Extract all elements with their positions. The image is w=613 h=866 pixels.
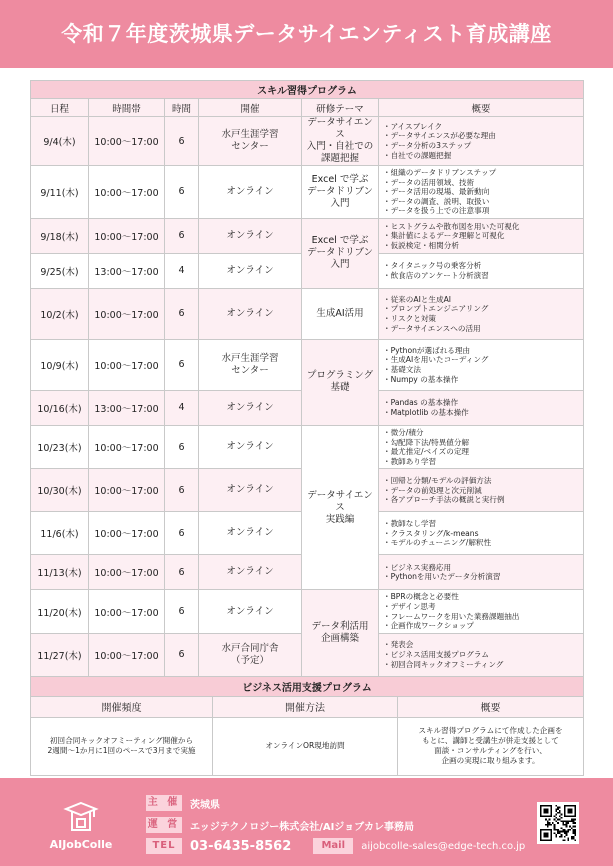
session-time: 10:00～17:00	[89, 339, 165, 390]
session-date: 9/25(木)	[31, 253, 89, 288]
operator-value: エッジテクノロジー株式会社/AIジョブカレ事務局	[190, 821, 415, 833]
session-hours: 6	[165, 633, 199, 676]
session-venue: 水戸生涯学習 センター	[199, 117, 302, 166]
session-date: 9/18(木)	[31, 218, 89, 253]
summary-list	[383, 398, 579, 417]
organizer-label: 主 催	[146, 795, 182, 811]
col-hours: 時間	[165, 99, 199, 117]
session-date: 10/9(木)	[31, 339, 89, 390]
summary-item: ・ ビジネス実務応用	[383, 563, 579, 573]
session-time: 10:00～17:00	[89, 590, 165, 633]
summary-item: ・ モデルのチューニング/解釈性	[383, 538, 579, 548]
summary-item: ・ Matplotlib の基本操作	[383, 408, 579, 418]
session-time: 13:00～17:00	[89, 253, 165, 288]
mail-value[interactable]: aijobcolle-sales@edge-tech.co.jp	[361, 840, 526, 852]
col-venue: 開催	[199, 99, 302, 117]
content	[30, 80, 583, 776]
session-summary	[379, 633, 584, 676]
page-title: 令和７年度茨城県データサイエンティスト育成講座	[61, 22, 552, 46]
session-time: 10:00～17:00	[89, 425, 165, 468]
business-summary: スキル習得プログラムにて作成した企画を もとに、講師と受講生が併走支援として 面談・コンサルティングを行い、 企画の実現に取り組みます。	[398, 717, 584, 775]
table-row	[31, 590, 584, 633]
session-date: 9/4(木)	[31, 117, 89, 166]
summary-item: ・ データサイエンスが必要な理由	[383, 131, 579, 141]
summary-list	[383, 295, 579, 333]
session-time: 10:00～17:00	[89, 555, 165, 590]
session-date: 10/16(木)	[31, 390, 89, 425]
business-section-title: ビジネス活用支援プログラム	[31, 676, 584, 696]
summary-list	[383, 640, 579, 669]
summary-item: ・ 教師なし学習	[383, 519, 579, 529]
summary-item: ・ データの調査、説明、取扱い	[383, 197, 579, 207]
skill-section-header	[31, 81, 584, 99]
summary-item: ・ Numpy の基本操作	[383, 375, 579, 385]
summary-item: ・ ビジネス活用支援プログラム	[383, 650, 579, 660]
session-time: 10:00～17:00	[89, 288, 165, 339]
summary-list	[383, 346, 579, 384]
summary-item: ・ クラスタリング/k-means	[383, 529, 579, 539]
session-venue: オンライン	[199, 512, 302, 555]
session-summary	[379, 253, 584, 288]
organizer-row	[146, 794, 220, 812]
qr-code-icon[interactable]	[537, 802, 579, 844]
session-summary	[379, 590, 584, 633]
session-summary	[379, 166, 584, 219]
session-hours: 6	[165, 512, 199, 555]
session-hours: 4	[165, 253, 199, 288]
summary-item: ・ 回帰と分類/モデルの評価方法	[383, 476, 579, 486]
session-venue: 水戸合同庁舎 （予定）	[199, 633, 302, 676]
col-summary: 概要	[379, 99, 584, 117]
operator-row	[146, 816, 414, 834]
business-col-method: 開催方法	[213, 696, 398, 717]
session-venue: オンライン	[199, 253, 302, 288]
business-body-row	[31, 717, 584, 775]
session-time: 10:00～17:00	[89, 218, 165, 253]
skill-program-table	[30, 80, 584, 677]
summary-item: ・ 微分/積分	[383, 428, 579, 438]
session-hours: 6	[165, 218, 199, 253]
summary-item: ・ データの前処理と次元削減	[383, 486, 579, 496]
session-hours: 6	[165, 339, 199, 390]
summary-item: ・ フレームワークを用いた業務課題抽出	[383, 612, 579, 622]
table-row	[31, 425, 584, 468]
session-venue: オンライン	[199, 555, 302, 590]
summary-item: ・ 集計値によるデータ理解と可視化	[383, 231, 579, 241]
table-row	[31, 288, 584, 339]
mail-label: Mail	[313, 838, 353, 854]
session-theme: Excel で学ぶ データドリブン 入門	[302, 218, 379, 288]
session-venue: オンライン	[199, 166, 302, 219]
session-theme: データ利活用 企画構築	[302, 590, 379, 676]
summary-item: ・ 企画作成ワークショップ	[383, 621, 579, 631]
graduation-cap-logo-icon	[63, 800, 99, 836]
summary-item: ・ Pythonが選ばれる理由	[383, 346, 579, 356]
session-venue: オンライン	[199, 469, 302, 512]
tel-value[interactable]: 03-6435-8562	[190, 838, 292, 854]
session-summary	[379, 469, 584, 512]
summary-item: ・ リスクと対策	[383, 314, 579, 324]
summary-item: ・ 発表会	[383, 640, 579, 650]
summary-item: ・ データサイエンスへの活用	[383, 324, 579, 334]
table-row	[31, 218, 584, 253]
summary-list	[383, 261, 579, 280]
session-time: 13:00～17:00	[89, 390, 165, 425]
session-time: 10:00～17:00	[89, 512, 165, 555]
summary-item: ・ デザイン思考	[383, 602, 579, 612]
col-date: 日程	[31, 99, 89, 117]
summary-item: ・ 生成AIを用いたコーディング	[383, 355, 579, 365]
session-hours: 6	[165, 166, 199, 219]
session-summary	[379, 512, 584, 555]
session-hours: 6	[165, 425, 199, 468]
business-header-row	[31, 696, 584, 717]
summary-item: ・ 最尤推定/ベイズの定理	[383, 447, 579, 457]
summary-item: ・ データ分析の3ステップ	[383, 141, 579, 151]
summary-item: ・ 教師あり学習	[383, 457, 579, 467]
session-hours: 6	[165, 117, 199, 166]
tel-label: TEL	[146, 838, 182, 854]
summary-list	[383, 168, 579, 216]
business-col-frequency: 開催頻度	[31, 696, 213, 717]
summary-list	[383, 592, 579, 630]
session-hours: 4	[165, 390, 199, 425]
summary-item: ・ 基礎文法	[383, 365, 579, 375]
session-date: 11/13(木)	[31, 555, 89, 590]
session-date: 11/6(木)	[31, 512, 89, 555]
session-summary	[379, 288, 584, 339]
table-row	[31, 117, 584, 166]
summary-item: ・ データの活用領域、技術	[383, 178, 579, 188]
skill-section-title: スキル習得プログラム	[31, 81, 584, 99]
col-theme: 研修テーマ	[302, 99, 379, 117]
col-time: 時間帯	[89, 99, 165, 117]
business-method: オンラインOR現地訪問	[213, 717, 398, 775]
session-hours: 6	[165, 469, 199, 512]
session-summary	[379, 339, 584, 390]
business-frequency: 初回合同キックオフミーティング開催から 2週間～1か月に1回のペースで3月まで実施	[31, 717, 213, 775]
contact-row	[146, 837, 525, 855]
summary-item: ・ BPRの概念と必要性	[383, 592, 579, 602]
session-time: 10:00～17:00	[89, 166, 165, 219]
table-row	[31, 166, 584, 219]
session-time: 10:00～17:00	[89, 117, 165, 166]
summary-list	[383, 519, 579, 548]
table-row	[31, 339, 584, 390]
session-theme: プログラミング 基礎	[302, 339, 379, 425]
header-banner	[0, 0, 613, 68]
session-date: 10/23(木)	[31, 425, 89, 468]
summary-item: ・ 仮説検定・相関分析	[383, 241, 579, 251]
session-summary	[379, 390, 584, 425]
session-date: 11/27(木)	[31, 633, 89, 676]
summary-item: ・ 初回合同キックオフミーティング	[383, 660, 579, 670]
logo-text: AIJobColle	[49, 838, 113, 851]
session-theme: データサイエンス 入門・自社での 課題把握	[302, 117, 379, 166]
session-summary	[379, 117, 584, 166]
summary-item: ・ プロンプトエンジニアリング	[383, 304, 579, 314]
summary-item: ・ 飲食店のアンケート分析演習	[383, 271, 579, 281]
summary-item: ・ データを扱う上での注意事項	[383, 206, 579, 216]
summary-list	[383, 428, 579, 466]
summary-list	[383, 563, 579, 582]
operator-label: 運 営	[146, 817, 182, 833]
footer	[0, 778, 613, 866]
session-venue: オンライン	[199, 218, 302, 253]
session-hours: 6	[165, 590, 199, 633]
business-col-summary: 概要	[398, 696, 584, 717]
summary-item: ・ 勾配降下法/特異値分解	[383, 438, 579, 448]
session-venue: 水戸生涯学習 センター	[199, 339, 302, 390]
session-summary	[379, 555, 584, 590]
summary-item: ・ データ活用の現場、最新動向	[383, 187, 579, 197]
summary-item: ・ Pandas の基本操作	[383, 398, 579, 408]
session-date: 9/11(木)	[31, 166, 89, 219]
summary-item: ・ 従来のAIと生成AI	[383, 295, 579, 305]
column-header-row	[31, 99, 584, 117]
summary-item: ・ タイタニック号の乗客分析	[383, 261, 579, 271]
session-venue: オンライン	[199, 590, 302, 633]
session-summary	[379, 218, 584, 253]
summary-item: ・ アイスブレイク	[383, 122, 579, 132]
business-section-header	[31, 676, 584, 696]
summary-item: ・ 各アプローチ手法の概説と実行例	[383, 495, 579, 505]
session-summary	[379, 425, 584, 468]
session-theme: 生成AI活用	[302, 288, 379, 339]
business-program-table	[30, 676, 584, 776]
summary-item: ・ 自社での課題把握	[383, 151, 579, 161]
session-venue: オンライン	[199, 288, 302, 339]
summary-list	[383, 122, 579, 160]
session-date: 10/2(木)	[31, 288, 89, 339]
summary-item: ・ ヒストグラムや散布図を用いた可視化	[383, 222, 579, 232]
session-hours: 6	[165, 555, 199, 590]
summary-list	[383, 222, 579, 251]
session-date: 11/20(木)	[31, 590, 89, 633]
session-time: 10:00～17:00	[89, 633, 165, 676]
summary-list	[383, 476, 579, 505]
session-theme: Excel で学ぶ データドリブン 入門	[302, 166, 379, 219]
session-theme: データサイエンス 実践編	[302, 425, 379, 589]
summary-item: ・ 組織のデータドリブンステップ	[383, 168, 579, 178]
logo	[36, 800, 126, 851]
session-time: 10:00～17:00	[89, 469, 165, 512]
session-date: 10/30(木)	[31, 469, 89, 512]
session-venue: オンライン	[199, 390, 302, 425]
summary-item: ・ Pythonを用いたデータ分析演習	[383, 572, 579, 582]
organizer-value: 茨城県	[190, 799, 220, 811]
session-hours: 6	[165, 288, 199, 339]
session-venue: オンライン	[199, 425, 302, 468]
